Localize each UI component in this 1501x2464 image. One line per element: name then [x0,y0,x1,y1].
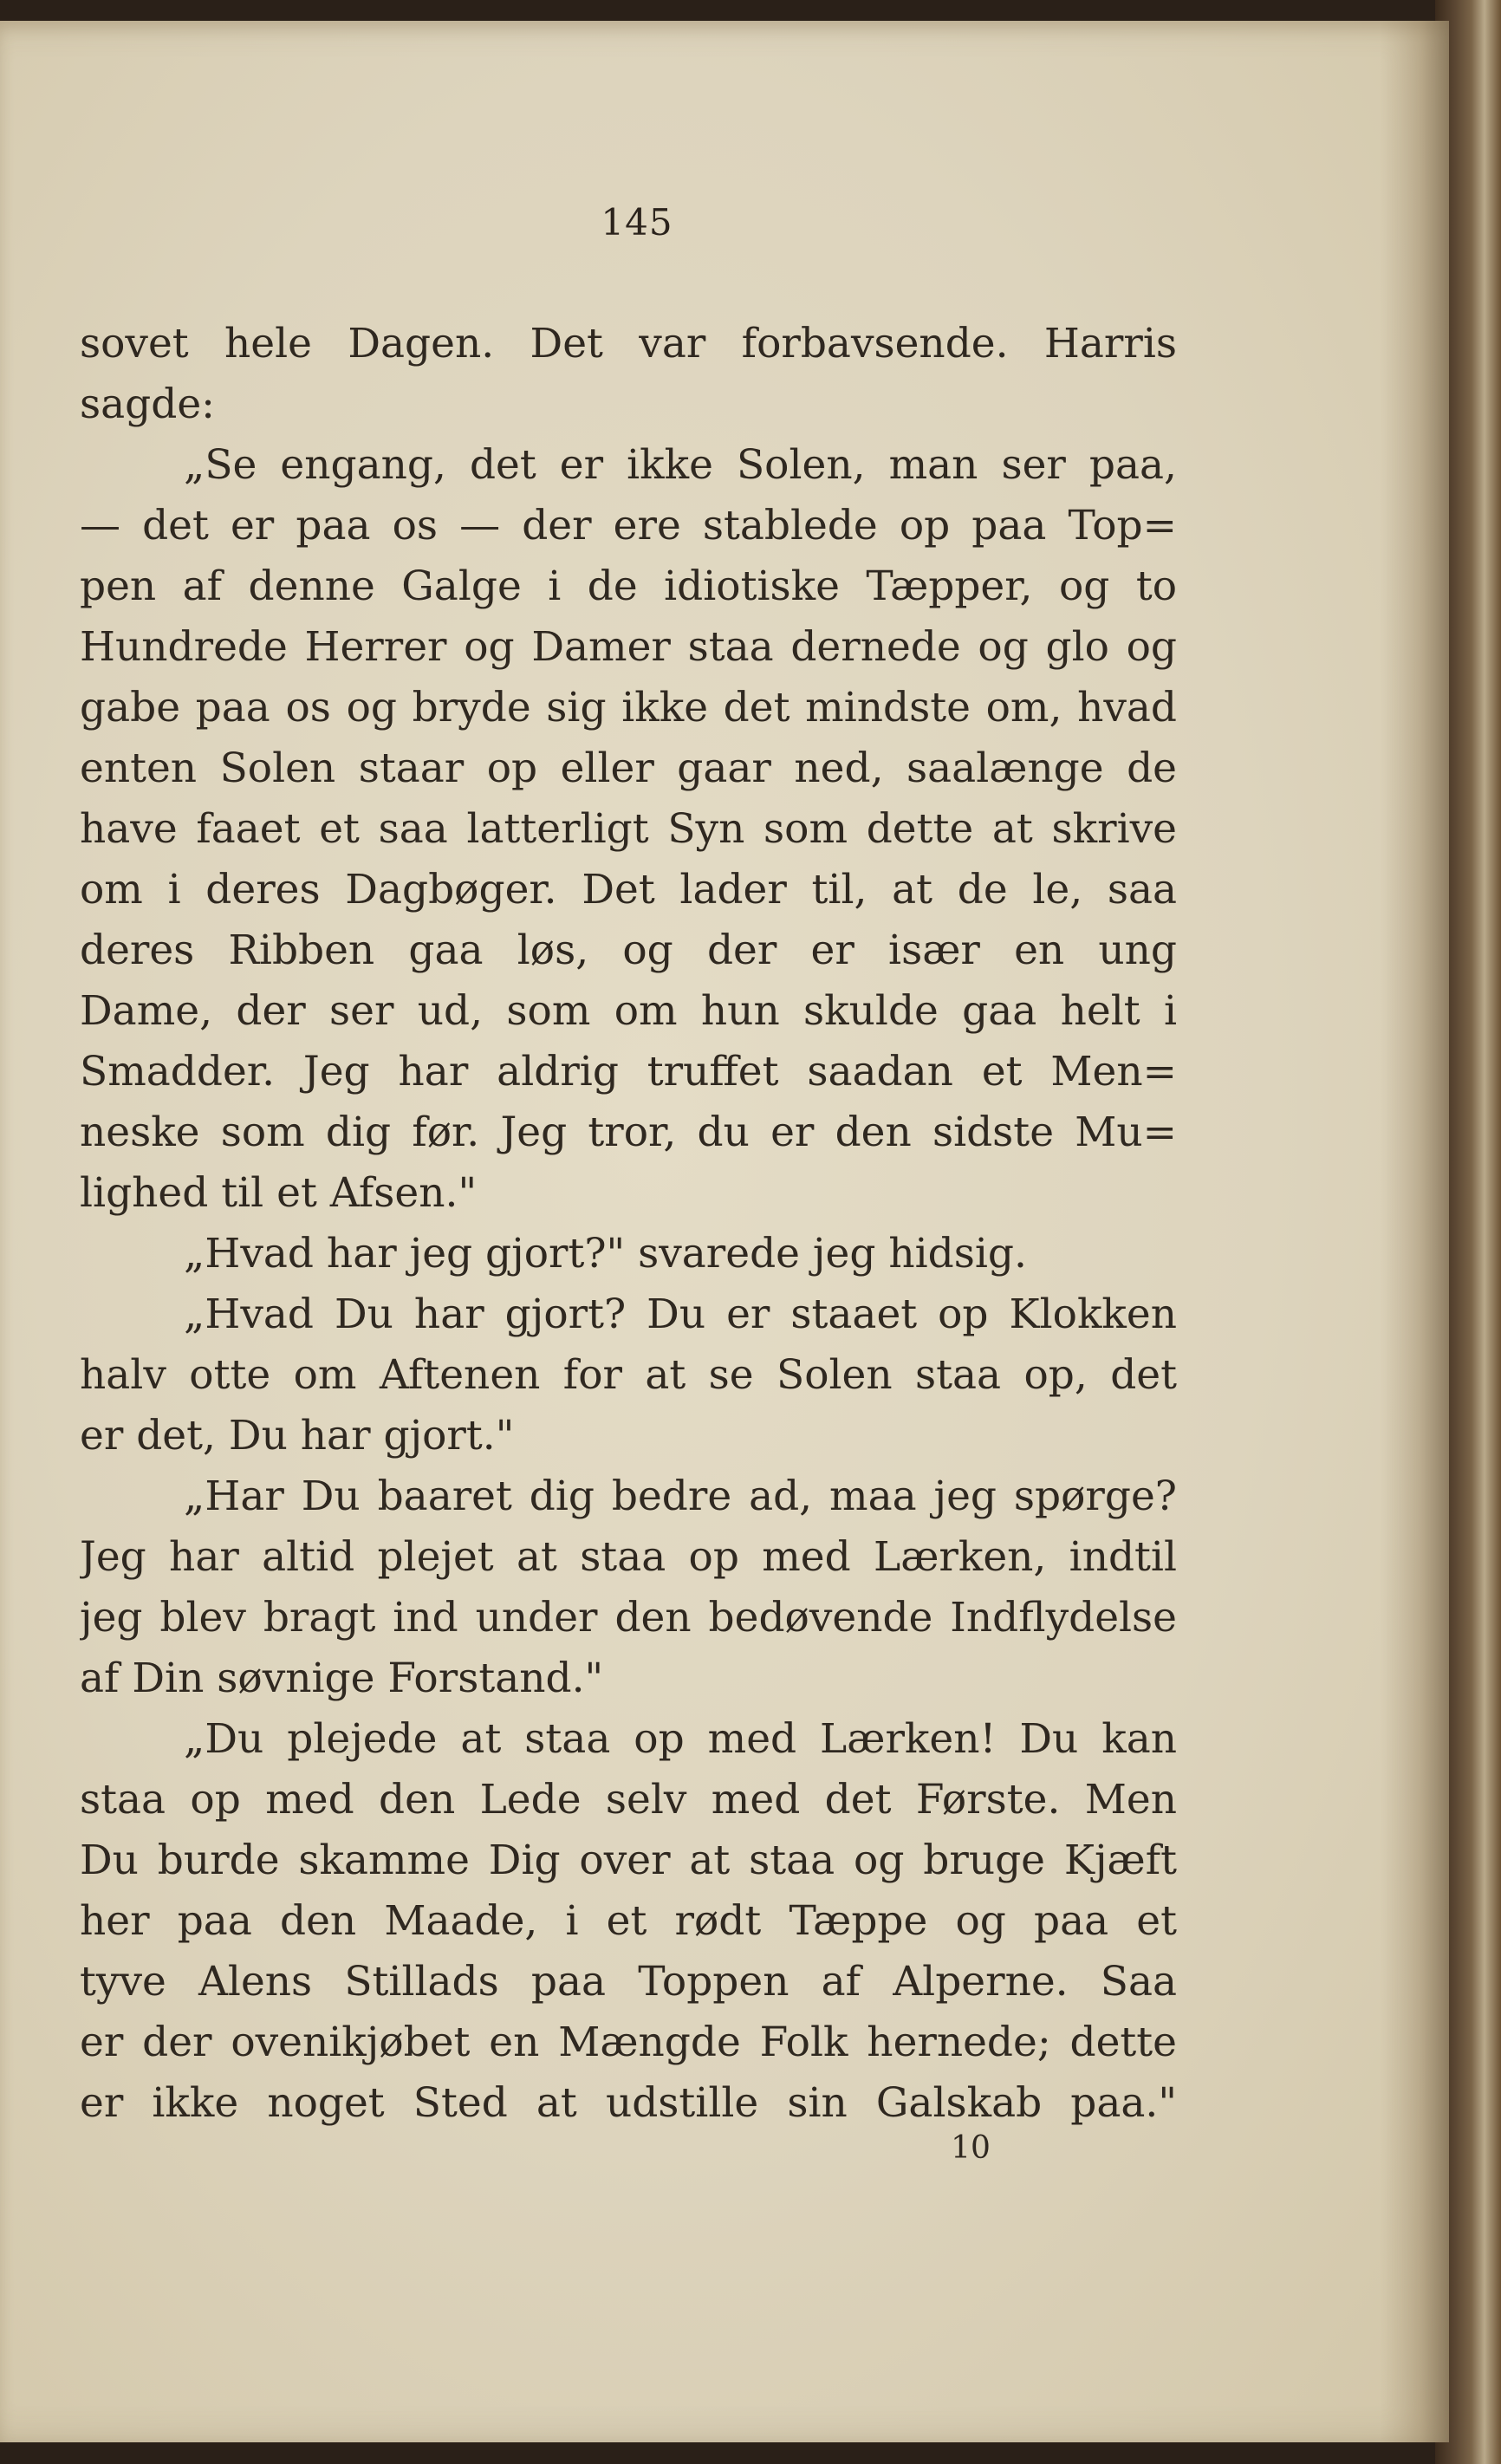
signature-mark: 10 [951,2130,991,2166]
text-line: gabe paa os og bryde sig ikke det mindste om, hvad [80,684,1177,731]
page-gutter-shadow [1380,21,1449,2442]
text-line: her paa den Maade, i et rødt Tæppe og paa et [80,1897,1177,1945]
text-line: jeg blev bragt ind under den bedøvende Indflydelse [80,1594,1177,1642]
text-line: — det er paa os — der ere stablede op paa Top= [80,502,1177,549]
text-line: af Din søvnige Forstand." [80,1655,604,1702]
text-line: Smadder. Jeg har aldrig truffet saadan et Men= [80,1048,1177,1095]
text-line: om i deres Dagbøger. Det lader til, at de le, saa [80,866,1177,913]
text-line: „Har Du baaret dig bedre ad, maa jeg spørge? [184,1473,1177,1520]
text-line: Dame, der ser ud, som om hun skulde gaa helt i [80,987,1177,1035]
text-line: sovet hele Dagen. Det var forbavsende. Harris [80,320,1177,367]
text-line: „Hvad har jeg gjort?" svarede jeg hidsig. [184,1230,1027,1278]
text-line: „Hvad Du har gjort? Du er staaet op Klokken [184,1291,1177,1338]
text-line: Jeg har altid plejet at staa op med Lærken, indtil [80,1533,1177,1581]
page-number: 145 [601,201,673,244]
text-line: Hundrede Herrer og Damer staa dernede og glo og [80,623,1177,671]
text-line: sagde: [80,380,215,428]
text-line: staa op med den Lede selv med det Første. Men [80,1776,1177,1824]
text-line: enten Solen staar op eller gaar ned, saalænge de [80,744,1177,792]
text-line: tyve Alens Stillads paa Toppen af Alperne. Saa [80,1958,1177,2006]
text-line: neske som dig før. Jeg tror, du er den sidste Mu= [80,1108,1177,1156]
text-line: er ikke noget Sted at udstille sin Galskab paa." [80,2079,1177,2127]
text-line: „Du plejede at staa op med Lærken! Du kan [184,1715,1177,1763]
text-line: Du burde skamme Dig over at staa og bruge Kjæft [80,1837,1177,1884]
text-line: pen af denne Galge i de idiotiske Tæpper, og to [80,562,1177,610]
text-line: er der ovenikjøbet en Mængde Folk hernede; dette [80,2019,1177,2066]
text-line: „Se engang, det er ikke Solen, man ser paa, [184,441,1177,489]
text-line: lighed til et Afsen." [80,1169,478,1217]
body-text [80,314,1177,2134]
text-line: halv otte om Aftenen for at se Solen staa op, det [80,1351,1177,1399]
text-line: have faaet et saa latterligt Syn som dette at skrive [80,805,1177,853]
text-line: er det, Du har gjort." [80,1412,515,1460]
text-line: deres Ribben gaa løs, og der er især en ung [80,926,1177,974]
